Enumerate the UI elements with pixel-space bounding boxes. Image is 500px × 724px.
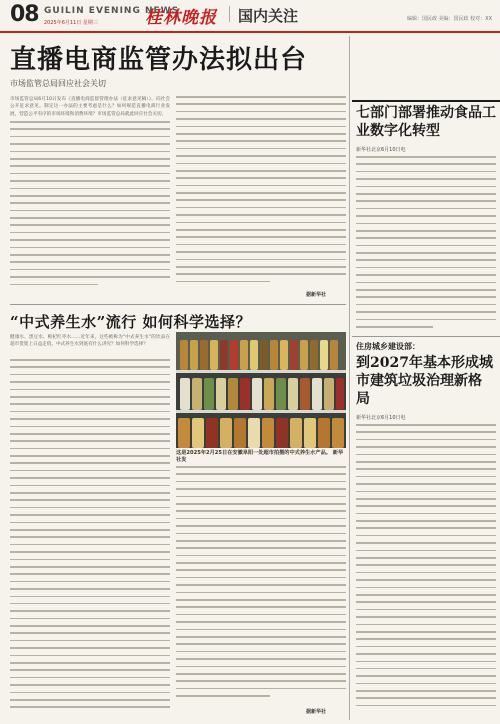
side-story1-headline: [356, 104, 496, 140]
story2-lead-text: 健康水、黑豆水、枸杞红枣水……近年来，这些被称为“中式养生水”的饮品在超市货架上日益走俏。中式养生水到底有什么讲究？如何科学选择？: [10, 335, 170, 348]
photo-credit: 新华社发: [176, 450, 344, 463]
story2-body-col2: [176, 466, 346, 708]
story-divider: [10, 304, 346, 305]
story2-author: 据新华社: [306, 709, 327, 715]
side-story1-dateline: 新华社北京6月10日电: [356, 147, 406, 153]
photo-caption: [176, 450, 346, 464]
newspaper-logo: 桂林晚报: [145, 8, 217, 28]
side-story2-headline: [356, 354, 494, 408]
story2-headline: “中式养生水”流行 如何科学选择？: [10, 313, 251, 331]
editor-credits: 编辑：国民政 美编：国民政 校对：XX: [406, 16, 492, 22]
story1-body-col1: [10, 121, 170, 301]
side-story2-kicker: 住房城乡建设部：: [356, 342, 420, 351]
side-story1-body: [356, 156, 496, 336]
side-divider: [352, 336, 500, 337]
main-headline: 直播电商监管办法拟出台: [10, 45, 308, 75]
side-story2-headline-text: 到2027年基本形成城市建筑垃圾治理新格局: [356, 355, 493, 407]
main-subheadline: 市场监管总局回应社会关切: [10, 79, 106, 88]
column-divider: [349, 36, 350, 720]
story1-author: 据新华社: [306, 292, 327, 298]
brand-english: GUILIN EVENING NEWS: [44, 6, 180, 16]
side-story1-headline-text: 七部门部署推动食品工业数字化转型: [356, 105, 496, 139]
side-story2-dateline: 新华社北京6月10日电: [356, 415, 406, 421]
photo-shelf-image: [176, 332, 346, 448]
logo-divider: [229, 6, 230, 22]
story1-body-col2: [176, 96, 346, 296]
page-number: 08: [10, 2, 39, 27]
side-story1-rule: [352, 100, 500, 102]
section-title: 国内关注: [238, 7, 299, 25]
header-rule: [0, 31, 500, 33]
story2-body-col1: [10, 359, 170, 719]
photo-caption-text: 这是2025年2月25日在安徽阜阳一处超市拍摄的中式养生水产品。: [176, 450, 331, 456]
side-story2-body: [356, 424, 496, 720]
news-photo: [176, 332, 346, 448]
issue-date: 2025年6月11日 星期三: [44, 20, 98, 26]
masthead: [0, 0, 500, 30]
story1-lead-text: 市场监管总局6月10日发布《直播电商监督管理办法（征求意见稿）》，向社会公开征求意见。制定这一办法的主要考虑是什么？如何规范直播电商行业发展，营造公平有序的市场环境和消费环境？市场监管总局就此回应社会关切。: [10, 97, 170, 117]
